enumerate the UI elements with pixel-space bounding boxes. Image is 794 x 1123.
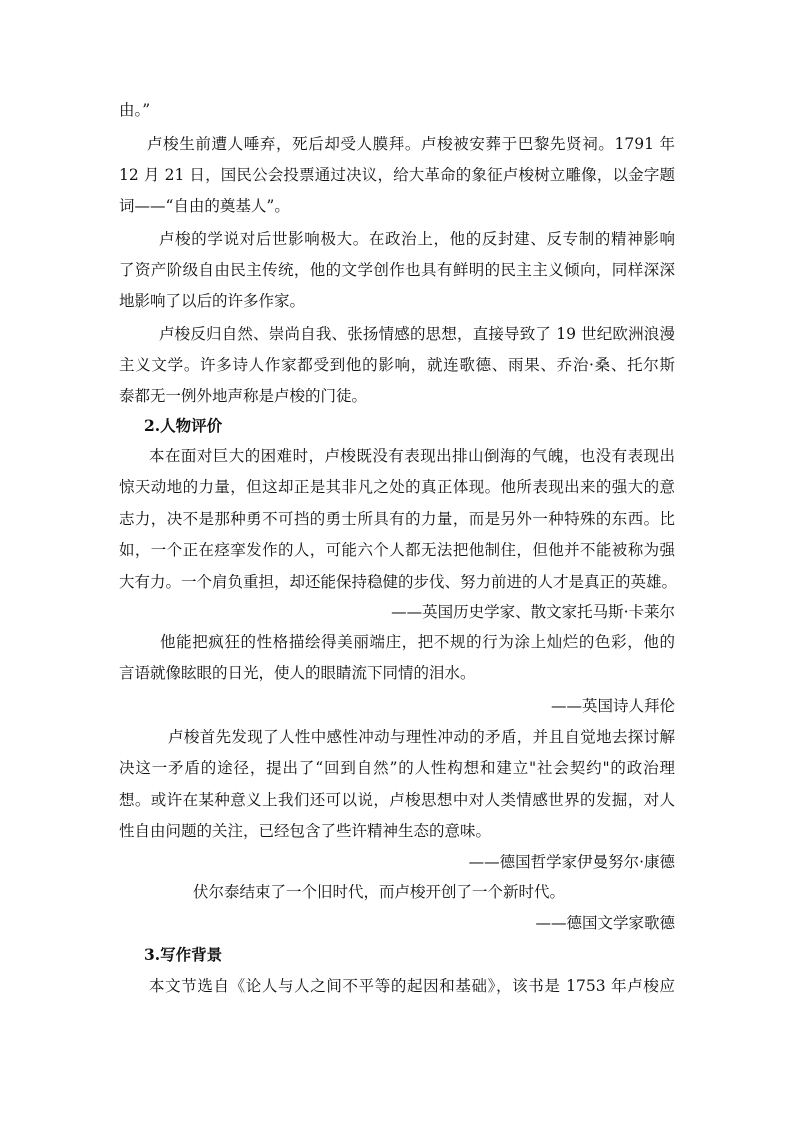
paragraph-first-line: 卢梭首先发现了人性中感性冲动与理性冲动的矛盾，并且自觉地去探讨解: [168, 728, 675, 746]
paragraph-first-line: 卢梭反归自然、崇尚自我、张扬情感的思想，直接导致了 19 世纪欧洲浪漫: [159, 325, 675, 343]
text-line: 想。或许在某种意义上我们还可以说，卢梭思想中对人类情感世界的发掘，对人: [119, 791, 675, 809]
quote-line: 伏尔泰结束了一个旧时代，而卢梭开创了一个新时代。: [193, 883, 566, 901]
text-line: 由。”: [119, 101, 151, 119]
section-heading: 2.人物评价: [144, 416, 223, 435]
text-line: 了资产阶级自由民主传统，他的文学创作也具有鲜明的民主主义倾向，同样深深: [119, 261, 675, 279]
paragraph-first-line: 卢梭的学说对后世影响极大。在政治上，他的反封建、反专制的精神影响: [159, 230, 675, 248]
paragraph-first-line: 本在面对巨大的困难时，卢梭既没有表现出排山倒海的气魄，也没有表现出: [149, 447, 675, 465]
paragraph-first-line: 他能把疯狂的性格描绘得美丽端庄，把不规的行为涂上灿烂的色彩，他的: [160, 633, 675, 651]
text-line: 大有力。一个肩负重担，却还能保持稳健的步伐、努力前进的人才是真正的英雄。: [119, 573, 678, 591]
text-line: 言语就像眩眼的日光，使人的眼睛流下同情的泪水。: [119, 664, 476, 682]
quote-attribution: ——英国历史学家、散文家托马斯·卡莱尔: [391, 603, 675, 621]
quote-attribution: ——英国诗人拜伦: [550, 697, 675, 715]
text-line: 志力，决不是那种勇不可挡的勇士所具有的力量，而是另外一种特殊的东西。比: [119, 510, 675, 528]
paragraph-first-line: 本文节选自《论人与人之间不平等的起因和基础》，该书是 1753 年卢梭应: [149, 977, 675, 995]
text-line: 12 月 21 日，国民公会投票通过决议，给大革命的象征卢梭树立雕像，以金字题: [119, 166, 675, 184]
text-line: 主义文学。许多诗人作家都受到他的影响，就连歌德、雨果、乔治·桑、托尔斯: [119, 356, 675, 374]
quote-attribution: ——德国文学家歌德: [535, 914, 675, 932]
text-line: 如，一个正在痉挛发作的人，可能六个人都无法把他制住，但他并不能被称为强: [119, 541, 675, 559]
text-line: 性自由问题的关注，已经包含了些许精神生态的意味。: [119, 822, 492, 840]
text-line: 词——“自由的奠基人”。: [119, 197, 290, 215]
text-line: 地影响了以后的许多作家。: [119, 292, 306, 310]
text-line: 决这一矛盾的途径，提出了“回到自然”的人性构想和建立"社会契约"的政治理: [119, 759, 675, 777]
paragraph-first-line: 卢梭生前遭人唾弃，死后却受人膜拜。卢梭被安葬于巴黎先贤祠。1791 年: [147, 135, 675, 153]
quote-attribution: ——德国哲学家伊曼努尔·康德: [468, 853, 675, 871]
text-line: 泰都无一例外地声称是卢梭的门徒。: [119, 387, 368, 405]
text-line: 惊天动地的力量，但这却正是其非凡之处的真正体现。他所表现出来的强大的意: [119, 478, 675, 496]
section-heading: 3.写作背景: [144, 945, 223, 964]
